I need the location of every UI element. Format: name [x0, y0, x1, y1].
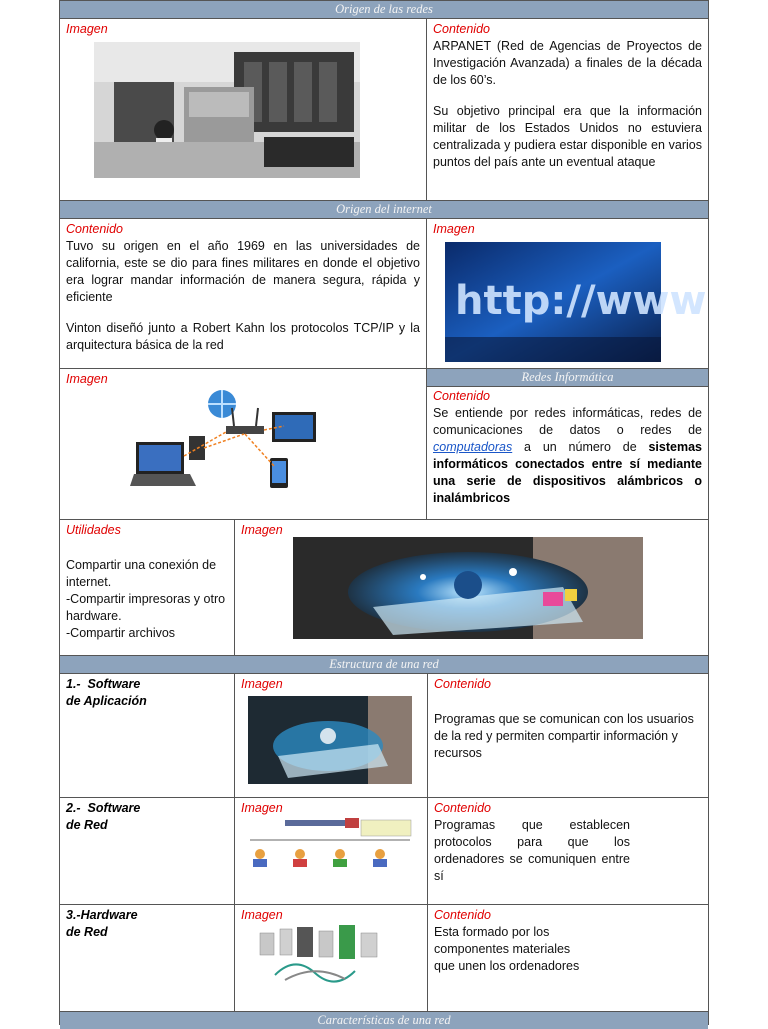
- util-line-2: -Compartir impresoras y otro hardware.: [66, 592, 226, 623]
- definition-text-b: a un número de: [512, 440, 649, 454]
- label-contenido: Contenido: [433, 22, 490, 36]
- label-contenido: Contenido: [434, 801, 491, 815]
- paragraph-objetivo: Su objetivo principal era que la información militar de los Estados Unidos no estuviera centralizada y pudiera estar disponible en varios puntos del país ante un eventual ataque: [433, 104, 702, 169]
- row-title: 1.- Software: [66, 677, 141, 691]
- image-cell: [234, 520, 708, 655]
- label-contenido: Contenido: [434, 908, 491, 922]
- label-imagen: Imagen: [66, 22, 108, 36]
- content-text: [66, 238, 420, 354]
- estructura-row-2: [60, 798, 708, 905]
- http-photo: [445, 242, 707, 362]
- image-cell: [234, 905, 427, 1013]
- content-cell: [60, 219, 426, 369]
- content-cell: [427, 387, 708, 509]
- content-text: [433, 38, 702, 171]
- paragraph-origen: Tuvo su origen en el año 1969 en las universidades de california, este se dio para fines militares en donde el objetivo era lograr mandar información de manera segura, rápida y eficiente: [66, 239, 420, 304]
- label-imagen: Imagen: [241, 908, 283, 922]
- header-caracteristicas: Características de una red: [60, 1012, 708, 1029]
- header-estructura: Estructura de una red: [60, 656, 708, 674]
- table-utilidades: [59, 519, 709, 656]
- table-origen-redes: [59, 0, 709, 201]
- title-cell: [60, 674, 234, 797]
- content-cell: [427, 798, 708, 904]
- definition-bold: sistemas informáticos conectados entre sí mediante una serie de dispositivos alámbricos o inalámbricos: [433, 440, 702, 505]
- label-imagen: Imagen: [241, 677, 283, 691]
- table-redes-informatica: [59, 368, 709, 520]
- content-cell: [427, 905, 708, 1013]
- label-utilidades: Utilidades: [66, 523, 121, 537]
- software-aplicacion-image: [248, 696, 412, 784]
- title-cell: [60, 798, 234, 904]
- content-text: Esta formado por los componentes materiales que unen los ordenadores: [434, 925, 580, 973]
- definition-text-a: Se entiende por redes informáticas, redes de comunicaciones de datos o redes de: [433, 406, 702, 437]
- label-imagen: Imagen: [433, 222, 475, 236]
- utilidades-cell: [60, 520, 234, 655]
- content-text: [433, 405, 702, 507]
- http-text: http://www: [455, 278, 707, 324]
- label-contenido: Contenido: [433, 389, 490, 403]
- row-subtitle: de Red: [66, 925, 108, 939]
- image-cell: [234, 798, 427, 904]
- content-cell: [427, 674, 708, 797]
- label-contenido: Contenido: [66, 222, 123, 236]
- image-cell: [426, 219, 708, 369]
- label-imagen: Imagen: [241, 801, 283, 815]
- hardware-red-image: [255, 925, 385, 983]
- row-title: 2.- Software: [66, 801, 141, 815]
- util-line-3: -Compartir archivos: [66, 626, 176, 640]
- estructura-row-1: [60, 674, 708, 798]
- content-cell: [426, 19, 708, 201]
- util-line-1: Compartir una conexión de internet.: [66, 558, 217, 589]
- paragraph-vinton: Vinton diseñó junto a Robert Kahn los protocolos TCP/IP y la arquitectura básica de la red: [66, 321, 420, 352]
- image-cell: [60, 369, 426, 519]
- paragraph-arpanet: ARPANET (Red de Agencias de Proyectos de Investigación Avanzada) a finales de la década de los 60’s.: [433, 39, 702, 87]
- label-contenido: Contenido: [434, 677, 491, 691]
- label-imagen: Imagen: [241, 523, 283, 537]
- content-text: Programas que se comunican con los usuarios de la red y permiten compartir información y recursos: [434, 712, 694, 760]
- tablet-network-image: [293, 537, 643, 639]
- table-caracteristicas: [59, 1011, 709, 1025]
- header-origen-internet: Origen del internet: [60, 201, 708, 219]
- image-cell: [60, 19, 426, 201]
- software-red-diagram: [245, 818, 415, 868]
- row-subtitle: de Red: [66, 818, 108, 832]
- table-origen-internet: [59, 200, 709, 369]
- row-title: 3.-Hardware: [66, 908, 138, 922]
- network-devices-image: [134, 386, 320, 496]
- label-imagen: Imagen: [66, 372, 108, 386]
- utilidades-text: [66, 557, 228, 642]
- table-estructura-red: [59, 655, 709, 1012]
- content-column: [426, 369, 708, 519]
- row-subtitle: de Aplicación: [66, 694, 147, 708]
- estructura-row-3: [60, 905, 708, 1013]
- computadoras-link[interactable]: computadoras: [433, 440, 513, 454]
- image-cell: [234, 674, 427, 797]
- content-text: Programas que establecen protocolos para que los ordenadores se comuniquen entre sí: [434, 818, 630, 883]
- header-origen-redes: Origen de las redes: [60, 1, 708, 19]
- arpanet-photo: [94, 42, 360, 178]
- header-redes-informatica: Redes Informática: [427, 369, 708, 387]
- title-cell: [60, 905, 234, 1013]
